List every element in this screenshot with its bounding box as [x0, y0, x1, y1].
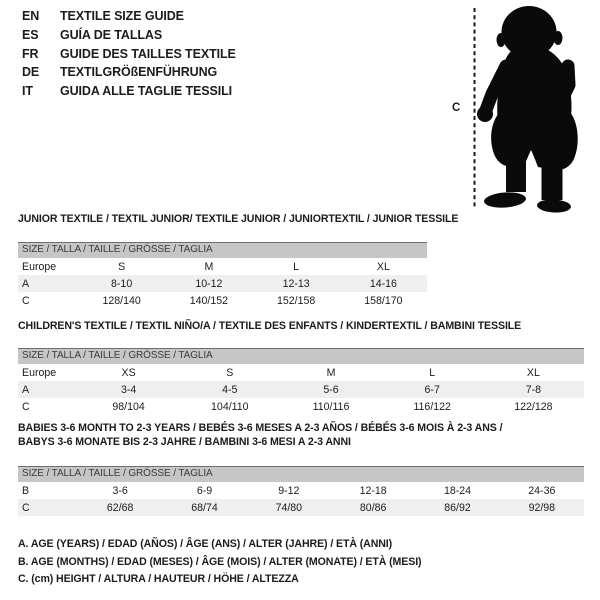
cell: 158/170	[364, 294, 403, 307]
size-header-cell: L	[429, 366, 436, 379]
cell: 3-6	[112, 484, 128, 497]
junior-table-title: JUNIOR TEXTILE / TEXTIL JUNIOR/ TEXTILE JUNIOR / JUNIORTEXTIL / JUNIOR TESSILE	[18, 213, 459, 225]
cell: 128/140	[102, 294, 141, 307]
region-header-cell: Europe	[22, 260, 57, 273]
table-row-height	[18, 398, 584, 415]
cell: 104/110	[211, 400, 249, 413]
junior-size-table	[18, 242, 427, 309]
language-code: EN	[22, 9, 40, 24]
row-label: B	[22, 484, 30, 497]
cell: 116/122	[413, 400, 451, 413]
babies-title-line1: BABIES 3-6 MONTH TO 2-3 YEARS / BEBÉS 3-6 MESES A 2-3 AÑOS / BÉBÉS 3-6 MOIS À 2-3 ANS /	[18, 422, 503, 434]
language-row-fr	[22, 44, 236, 63]
language-code: ES	[22, 28, 39, 43]
row-label: C	[22, 294, 30, 307]
cell: 6-9	[196, 484, 213, 497]
cell: 110/116	[312, 400, 350, 413]
cell: 12-13	[282, 277, 310, 290]
language-title: TEXTILE SIZE GUIDE	[60, 9, 184, 24]
table-row-height	[18, 499, 584, 516]
language-code: DE	[22, 65, 40, 80]
language-row-it	[22, 82, 236, 101]
cell: 10-12	[195, 277, 223, 290]
cell: 18-24	[443, 484, 472, 497]
table-row-age-months	[18, 482, 584, 499]
table-row-height	[18, 292, 427, 309]
language-title: GUÍA DE TALLAS	[60, 28, 163, 43]
cell: 98/104	[112, 400, 145, 413]
children-size-table	[18, 348, 584, 415]
cell: 5-6	[323, 383, 339, 396]
cell: 92/98	[528, 501, 556, 514]
language-title: TEXTILGRÖßENFÜHRUNG	[60, 65, 218, 80]
size-bar: SIZE / TALLA / TAILLE / GRÖSSE / TAGLIA	[18, 466, 584, 482]
size-header-cell: XL	[526, 366, 540, 379]
footnote-age-years: A. AGE (YEARS) / EDAD (AÑOS) / ÂGE (ANS) / ALTER (JAHRE) / ETÀ (ANNI)	[18, 538, 393, 550]
size-header-cell: L	[293, 260, 300, 273]
children-table-title: CHILDREN'S TEXTILE / TEXTIL NIÑO/A / TEXTILE DES ENFANTS / KINDERTEXTIL / BAMBINI TESSILE	[18, 320, 522, 332]
cell: 9-12	[278, 484, 300, 497]
footnote-age-months: B. AGE (MONTHS) / EDAD (MESES) / ÂGE (MOIS) / ALTER (MONATE) / ETÀ (MESI)	[18, 555, 422, 568]
cell: 6-7	[424, 383, 440, 396]
cell: 14-16	[369, 277, 397, 290]
language-row-en	[22, 7, 236, 26]
cell: 140/152	[189, 294, 229, 307]
language-title: GUIDE DES TAILLES TEXTILE	[60, 46, 236, 61]
row-label: A	[22, 277, 30, 290]
header-row	[18, 258, 427, 275]
height-measure-label: C	[452, 102, 461, 114]
size-bar: SIZE / TALLA / TAILLE / GRÖSSE / TAGLIA	[18, 242, 427, 258]
babies-title-line2: BABYS 3-6 MONATE BIS 2-3 JAHRE / BAMBINI 3-6 MESI A 2-3 ANNI	[18, 436, 351, 448]
babies-size-table	[18, 466, 584, 516]
language-code: IT	[22, 84, 33, 99]
size-header-cell: M	[326, 366, 336, 379]
row-label: C	[22, 400, 30, 413]
language-row-de	[22, 63, 236, 82]
language-title-list	[22, 7, 236, 100]
size-bar: SIZE / TALLA / TAILLE / GRÖSSE / TAGLIA	[18, 348, 584, 364]
cell: 8-10	[111, 277, 133, 290]
size-header-cell: S	[226, 366, 234, 379]
size-header-cell: XL	[376, 260, 390, 273]
cell: 122/128	[514, 400, 553, 413]
toddler-silhouette-figure	[470, 0, 600, 215]
cell: 4-5	[222, 383, 238, 396]
table-row-age	[18, 275, 427, 292]
cell: 152/158	[276, 294, 316, 307]
cell: 62/68	[106, 501, 134, 514]
cell: 86/92	[444, 501, 471, 514]
region-header-cell: Europe	[22, 366, 57, 379]
row-label: A	[22, 383, 30, 396]
language-row-es	[22, 26, 236, 45]
footnote-legend	[18, 536, 422, 589]
cell: 80/86	[359, 501, 387, 514]
size-header-cell: XS	[121, 366, 136, 379]
cell: 12-18	[359, 484, 387, 497]
language-code: FR	[22, 46, 39, 61]
cell: 24-36	[528, 484, 556, 497]
cell: 3-4	[120, 383, 137, 396]
header-row	[18, 364, 584, 381]
footnote-height: C. (cm) HEIGHT / ALTURA / HAUTEUR / HÖHE / ALTEZZA	[18, 573, 299, 585]
size-header-cell: M	[204, 260, 214, 273]
size-header-cell: S	[118, 260, 126, 273]
babies-table-title	[18, 421, 502, 449]
language-title: GUIDA ALLE TAGLIE TESSILI	[60, 84, 233, 99]
toddler-silhouette	[477, 6, 578, 213]
cell: 74/80	[275, 501, 303, 514]
table-row-age	[18, 381, 584, 398]
cell: 7-8	[525, 383, 542, 396]
cell: 68/74	[191, 501, 218, 514]
row-label: C	[22, 501, 30, 514]
